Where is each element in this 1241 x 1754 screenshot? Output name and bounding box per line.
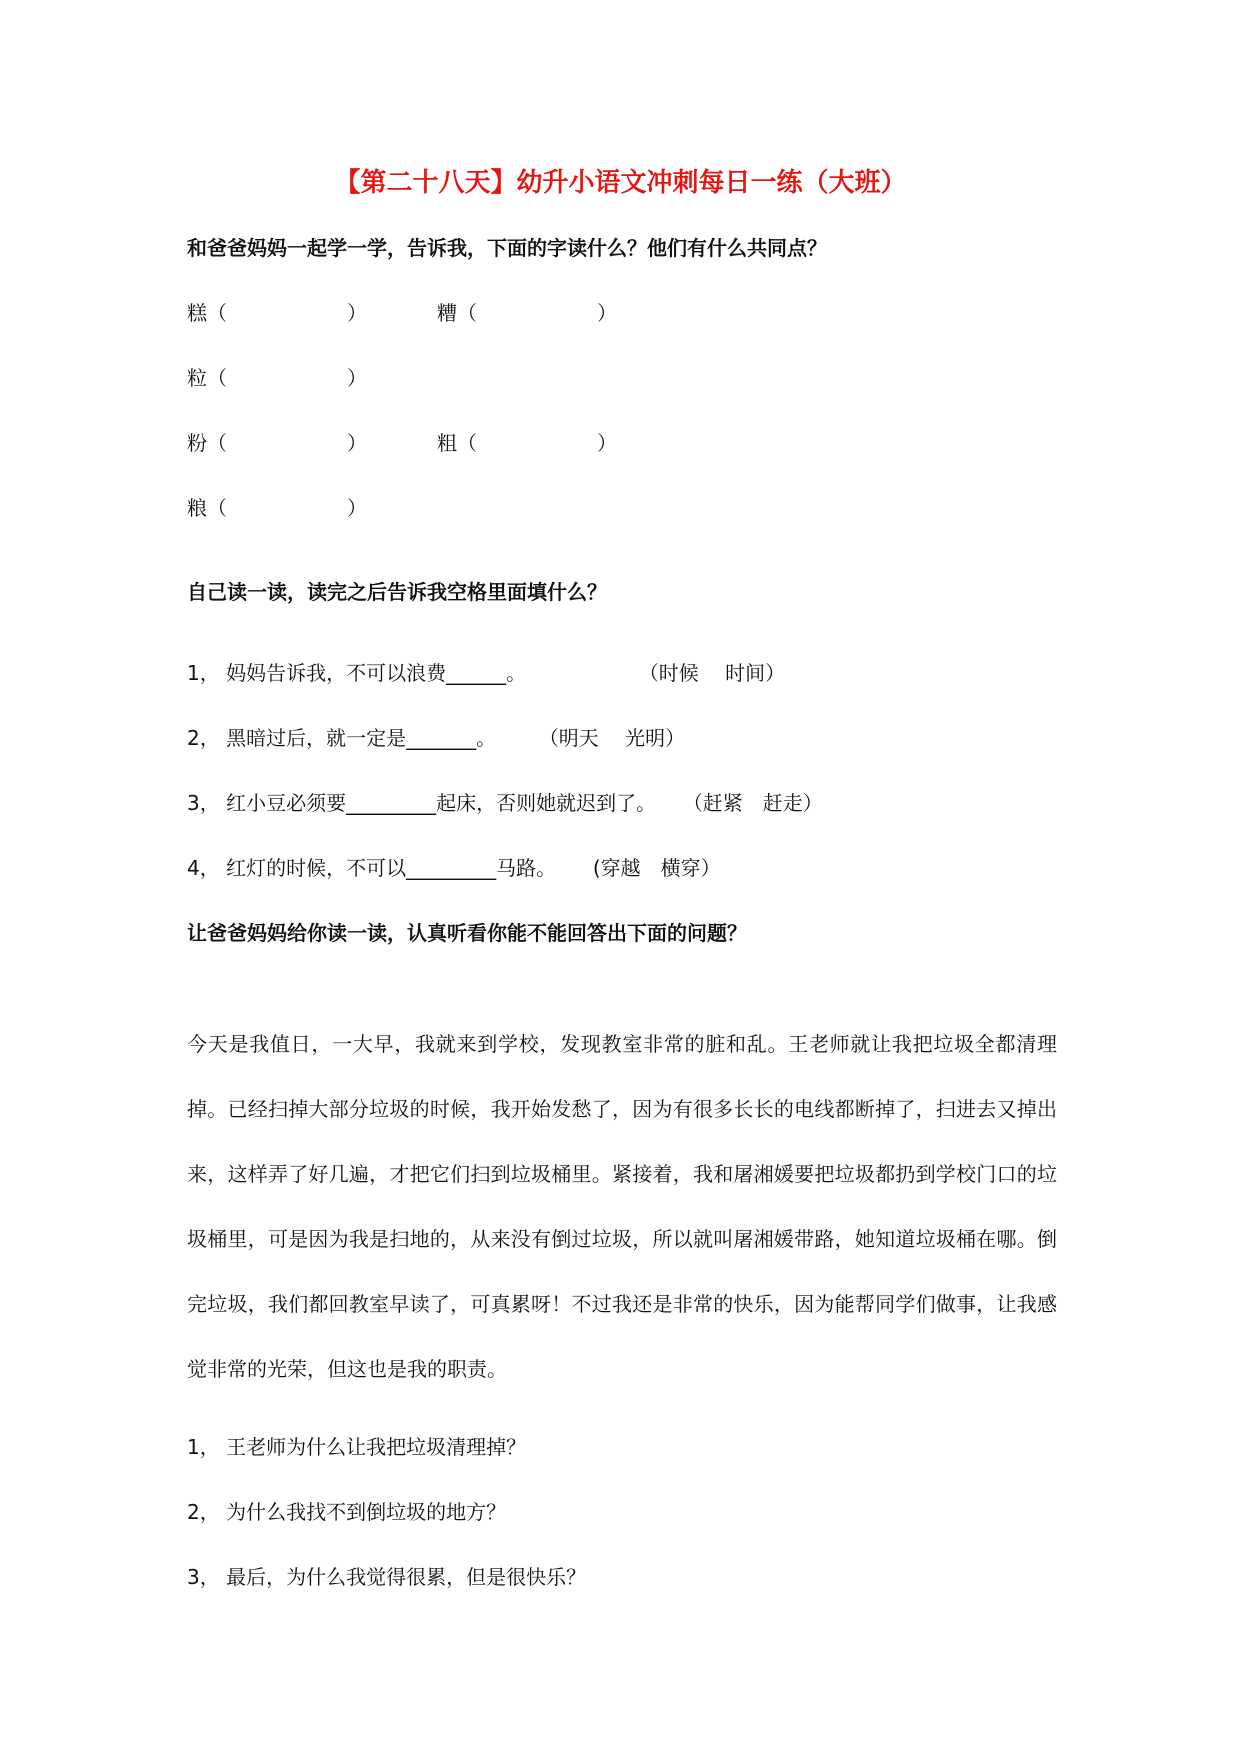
fill-item-4: 4， 红灯的时候，不可以_________马路。 (穿越 横穿） xyxy=(187,856,721,880)
question-2: 2， 为什么我找不到倒垃圾的地方？ xyxy=(187,1500,507,1524)
char-label: 粗 xyxy=(437,431,457,455)
question-3: 3， 最后，为什么我觉得很累，但是很快乐？ xyxy=(187,1565,587,1589)
section3-heading: 让爸爸妈妈给你读一读，认真听看你能不能回答出下面的问题？ xyxy=(187,921,747,945)
fill-item-3: 3， 红小豆必须要_________起床，否则她就迟到了。 （赶紧 赶走） xyxy=(187,791,823,815)
fill-item-1: 1， 妈妈告诉我，不可以浪费______。 （时候 时间） xyxy=(187,661,786,685)
char-label: 粮 xyxy=(187,496,207,520)
section1-heading: 和爸爸妈妈一起学一学，告诉我，下面的字读什么？他们有什么共同点？ xyxy=(187,236,827,260)
fill-blank[interactable]: ______ xyxy=(446,661,507,685)
char-label: 粉 xyxy=(187,431,207,455)
char-item: 粮（ ） xyxy=(187,496,367,520)
char-label: 糕 xyxy=(187,301,207,325)
char-item: 粒（ ） xyxy=(187,366,367,390)
section2-heading: 自己读一读，读完之后告诉我空格里面填什么？ xyxy=(187,580,607,604)
fill-blank[interactable]: _______ xyxy=(406,726,477,750)
char-item: 糟（ ） xyxy=(437,301,617,325)
char-item: 糕（ ） xyxy=(187,301,367,325)
fill-blank[interactable]: _________ xyxy=(346,791,437,815)
question-1: 1， 王老师为什么让我把垃圾清理掉？ xyxy=(187,1435,527,1459)
fill-item-2: 2， 黑暗过后，就一定是_______。 （明天 光明） xyxy=(187,726,686,750)
fill-options: （明天 光明） xyxy=(538,726,686,750)
char-item: 粗（ ） xyxy=(437,431,617,455)
char-item: 粉（ ） xyxy=(187,431,367,455)
fill-options: (穿越 横穿） xyxy=(592,856,721,880)
char-label: 糟 xyxy=(437,301,457,325)
page-title: 【第二十八天】幼升小语文冲刺每日一练（大班） xyxy=(334,168,907,198)
fill-options: （时候 时间） xyxy=(638,661,786,685)
fill-blank[interactable]: _________ xyxy=(406,856,497,880)
fill-options: （赶紧 赶走） xyxy=(682,791,823,815)
reading-passage: 今天是我值日，一大早，我就来到学校，发现教室非常的脏和乱。王老师就让我把垃圾全都清理掉。已经扫掉大部分垃圾的时候，我开始发愁了，因为有很多长长的电线都断掉了，扫进去又掉出来，这样弄了好几遍，才把它们扫到垃圾桶里。紧接着，我和屠湘媛要把垃圾都扔到学校门口的垃圾桶里，可是因为我是扫地的，从来没有倒过垃圾，所以就叫屠湘媛带路，她知道垃圾桶在哪。倒完垃圾，我们都回教室早读了，可真累呀！不过我还是非常的快乐，因为能帮同学们做事，让我感觉非常的光荣，但这也是我的职责。 xyxy=(187,1032,1057,1381)
char-label: 粒 xyxy=(187,366,207,390)
